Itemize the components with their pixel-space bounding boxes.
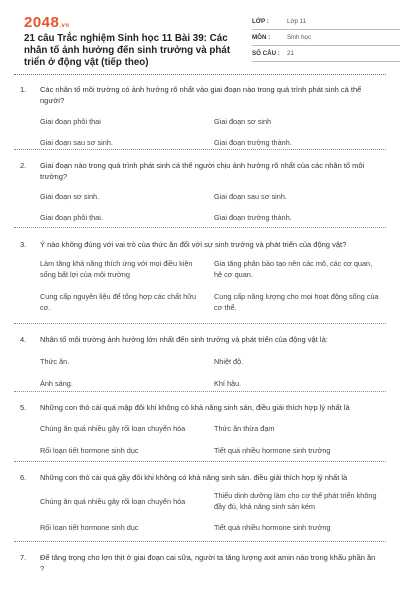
meta-value: Sinh học — [287, 34, 312, 41]
question-stem — [14, 160, 386, 182]
option[interactable]: Chúng ăn quá nhiều gây rối loạn chuyển hóa — [40, 496, 186, 506]
meta-key: MÔN : — [252, 34, 271, 41]
option[interactable]: Cung cấp nguyên liệu để tổng hợp các chất hữu cơ. — [40, 292, 197, 312]
meta-row-class — [252, 14, 400, 30]
question-number: 2. — [20, 161, 27, 170]
question-text: Những con thỏ cái quá gầy đôi khi không có khả năng sinh sản. điều giải thích hợp lý nhất là — [40, 473, 348, 482]
question-7 — [14, 542, 386, 582]
question-text: Ý nào không đúng với vai trò của thức ăn đối với sự sinh trưởng và phát triển của động vật? — [40, 240, 347, 249]
option[interactable]: Nhiệt độ. — [214, 356, 244, 366]
question-list — [0, 76, 400, 582]
header — [24, 14, 380, 74]
option[interactable]: Thức ăn thừa đạm — [214, 423, 275, 433]
options-grid — [40, 350, 386, 394]
option[interactable]: Thiếu dinh dưỡng làm cho cơ thể phát triển không đầy đủ, khả năng sinh sản kém — [214, 491, 377, 511]
option[interactable]: Giai đoạn phôi thai — [40, 117, 101, 126]
question-number: 3. — [20, 240, 27, 249]
option[interactable]: Cung cấp năng lượng cho mọi hoạt động sống của cơ thể. — [214, 292, 379, 312]
logo-suffix: .vn — [59, 23, 70, 29]
question-text: Nhân tố môi trường ảnh hưởng lớn nhất đến sinh trưởng và phát triển của động vật là: — [40, 335, 328, 344]
option[interactable]: Giai đoạn sơ sinh. — [40, 192, 100, 201]
options-grid — [40, 111, 386, 153]
question-number: 4. — [20, 335, 27, 344]
option[interactable]: Chúng ăn quá nhiều gây rối loạn chuyển hóa — [40, 423, 186, 433]
question-1 — [14, 76, 386, 150]
question-6 — [14, 462, 386, 542]
option[interactable]: Giai đoạn trưởng thành. — [214, 138, 292, 147]
header-divider — [14, 74, 386, 75]
meta-row-count — [252, 46, 400, 62]
question-stem — [14, 239, 386, 250]
meta-row-subject — [252, 30, 400, 46]
question-stem — [14, 552, 386, 574]
question-text: Để tăng trọng cho lợn thịt ở giai đoạn cai sữa, người ta tăng lượng axit amin nào trong khẩu phần ăn ? — [40, 553, 376, 573]
options-grid — [40, 186, 386, 228]
question-text: Các nhân tố môi trường có ảnh hưởng rõ nhất vào giai đoạn nào trong quá trình phát sinh cá thể người? — [40, 85, 362, 105]
option[interactable]: Rối loạn tiết hormone sinh dục — [40, 445, 139, 455]
question-text: Giai đoạn nào trong quá trình phát sinh cá thể người chịu ảnh hưởng rõ nhất của các nhân tố môi trường? — [40, 161, 365, 181]
meta-key: LỚP : — [252, 18, 269, 25]
site-logo[interactable] — [24, 14, 70, 31]
options-grid — [40, 417, 386, 461]
question-stem — [14, 402, 386, 413]
option[interactable]: Rối loạn tiết hormone sinh dục — [40, 522, 139, 532]
option[interactable]: Khí hậu. — [214, 378, 242, 388]
question-4 — [14, 324, 386, 392]
option[interactable]: Tiết quá nhiều hormone sinh trưởng — [214, 445, 331, 455]
option[interactable]: Thức ăn. — [40, 356, 70, 366]
question-5 — [14, 392, 386, 462]
option[interactable]: Giai đoạn phôi thai. — [40, 213, 103, 222]
question-number: 1. — [20, 85, 27, 94]
page-title: 21 câu Trắc nghiệm Sinh học 11 Bài 39: Các nhân tố ảnh hưởng đến sinh trưởng và phát triển ở động vật (tiếp theo) — [24, 33, 231, 68]
meta-table — [252, 14, 400, 62]
question-number: 7. — [20, 553, 27, 562]
question-2 — [14, 150, 386, 228]
option[interactable]: Giai đoạn sơ sinh — [214, 117, 272, 126]
meta-value: 21 — [287, 50, 294, 57]
meta-key: SỐ CÂU : — [252, 50, 280, 57]
question-stem — [14, 80, 386, 106]
meta-value: Lớp 11 — [287, 18, 307, 25]
question-number: 5. — [20, 403, 27, 412]
option[interactable]: Làm tăng khả năng thích ứng với mọi điều kiện sống bất lợi của môi trường — [40, 259, 193, 279]
question-number: 6. — [20, 473, 27, 482]
option[interactable]: Giai đoạn trưởng thành. — [214, 213, 292, 222]
option[interactable]: Ánh sáng. — [40, 378, 73, 388]
question-stem — [14, 334, 386, 345]
option[interactable]: Tiết quá nhiều hormone sinh trưởng — [214, 522, 331, 532]
question-3 — [14, 228, 386, 324]
option[interactable]: Giai đoạn sau sơ sinh. — [214, 192, 287, 201]
options-grid — [40, 486, 386, 538]
question-stem — [14, 472, 386, 483]
options-grid — [40, 258, 386, 324]
option[interactable]: Gia tăng phân bào tạo nên các mô, các cơ quan, hệ cơ quan. — [214, 259, 373, 279]
logo-text: 2048 — [24, 14, 60, 31]
question-text: Những con thỏ cái quá mập đôi khi không có khả năng sinh sản, điều giải thích hợp lý nhất là — [40, 403, 350, 412]
option[interactable]: Giai đoạn sau sơ sinh. — [40, 138, 113, 147]
